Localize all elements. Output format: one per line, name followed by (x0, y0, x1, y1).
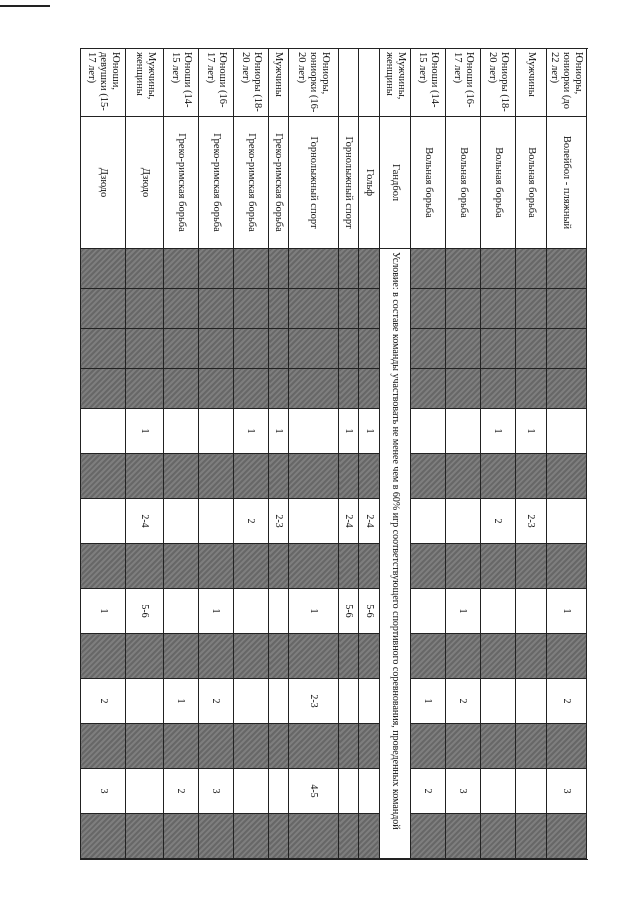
value-cell (81, 634, 126, 679)
value-cell (410, 289, 445, 329)
value-cell (445, 499, 480, 544)
value-cell (81, 409, 126, 454)
value-cell (410, 589, 445, 634)
sport-cell: Вольная борьба (480, 117, 515, 249)
value-cell: 5-6 (359, 589, 380, 634)
value-cell (198, 249, 233, 289)
value-cell (515, 589, 546, 634)
value-cell: 1 (410, 679, 445, 724)
value-cell (163, 454, 198, 499)
value-cell (198, 369, 233, 409)
value-cell (546, 499, 586, 544)
table-row (445, 49, 480, 859)
value-cell (126, 454, 163, 499)
value-cell (289, 369, 338, 409)
value-cell (126, 289, 163, 329)
value-cell (480, 634, 515, 679)
sport-cell: Гандбол (379, 117, 410, 249)
category-cell: Юноши (14-15 лет) (163, 49, 198, 117)
value-cell (163, 369, 198, 409)
value-cell (126, 814, 163, 859)
value-cell (338, 289, 359, 329)
value-cell: 1 (338, 409, 359, 454)
value-cell: 1 (163, 679, 198, 724)
value-cell (445, 634, 480, 679)
value-cell: 1 (289, 589, 338, 634)
value-cell (81, 249, 126, 289)
value-cell (289, 814, 338, 859)
value-cell (338, 454, 359, 499)
table-row (338, 49, 359, 859)
category-cell: Юноши, девушки (15-17 лет) (81, 49, 126, 117)
value-cell (81, 329, 126, 369)
value-cell (338, 724, 359, 769)
value-cell (480, 589, 515, 634)
value-cell (126, 724, 163, 769)
value-cell (233, 289, 268, 329)
value-cell (198, 409, 233, 454)
value-cell: 1 (359, 409, 380, 454)
sport-cell: Греко-римская борьба (268, 117, 289, 249)
value-cell (338, 544, 359, 589)
value-cell (410, 499, 445, 544)
value-cell (480, 769, 515, 814)
value-cell: 1 (233, 409, 268, 454)
value-cell (268, 289, 289, 329)
value-cell (163, 544, 198, 589)
value-cell (233, 679, 268, 724)
value-cell (163, 409, 198, 454)
sport-cell: Вольная борьба (445, 117, 480, 249)
value-cell (410, 724, 445, 769)
table-row (268, 49, 289, 859)
value-cell (81, 369, 126, 409)
value-cell (359, 634, 380, 679)
value-cell (289, 289, 338, 329)
sport-cell: Волейбол - пляжный (546, 117, 586, 249)
value-cell: 1 (445, 589, 480, 634)
table-row (233, 49, 268, 859)
sport-cell: Дзюдо (81, 117, 126, 249)
value-cell: 1 (546, 589, 586, 634)
table-row (515, 49, 546, 859)
value-cell (163, 329, 198, 369)
value-cell: 2 (233, 499, 268, 544)
value-cell: 2-4 (126, 499, 163, 544)
value-cell (289, 499, 338, 544)
category-cell (338, 49, 359, 117)
value-cell (445, 369, 480, 409)
value-cell (480, 454, 515, 499)
value-cell (515, 249, 546, 289)
value-cell (445, 724, 480, 769)
value-cell (546, 409, 586, 454)
value-cell (480, 369, 515, 409)
sport-cell: Вольная борьба (515, 117, 546, 249)
value-cell (480, 289, 515, 329)
value-cell (81, 724, 126, 769)
value-cell (410, 814, 445, 859)
value-cell (445, 454, 480, 499)
value-cell (126, 679, 163, 724)
value-cell (81, 454, 126, 499)
value-cell (480, 544, 515, 589)
value-cell (515, 369, 546, 409)
value-cell: 1 (268, 409, 289, 454)
category-cell: Мужчины (515, 49, 546, 117)
value-cell (480, 814, 515, 859)
value-cell: 3 (81, 769, 126, 814)
value-cell (515, 289, 546, 329)
category-cell: Юниоры, юниорки (до 22 лет) (546, 49, 586, 117)
value-cell (480, 249, 515, 289)
sport-cell: Дзюдо (126, 117, 163, 249)
value-cell (410, 329, 445, 369)
value-cell (515, 724, 546, 769)
value-cell: 5-6 (338, 589, 359, 634)
sport-cell: Гольф (359, 117, 380, 249)
value-cell (338, 634, 359, 679)
sport-cell: Горнолыжный спорт (338, 117, 359, 249)
category-cell: Юниоры (18-20 лет) (233, 49, 268, 117)
value-cell (359, 724, 380, 769)
value-cell (359, 679, 380, 724)
value-cell (480, 679, 515, 724)
value-cell: 2-3 (289, 679, 338, 724)
value-cell (268, 769, 289, 814)
value-cell (289, 454, 338, 499)
table-row (198, 49, 233, 859)
category-cell: Юноши (16-17 лет) (198, 49, 233, 117)
value-cell (338, 369, 359, 409)
category-cell: Мужчины, женщины (379, 49, 410, 117)
value-cell (410, 544, 445, 589)
value-cell (410, 369, 445, 409)
table-row (480, 49, 515, 859)
value-cell (480, 329, 515, 369)
table-row (359, 49, 380, 859)
value-cell (410, 454, 445, 499)
value-cell (81, 289, 126, 329)
value-cell (410, 409, 445, 454)
value-cell (359, 289, 380, 329)
value-cell (515, 679, 546, 724)
value-cell (198, 634, 233, 679)
value-cell (268, 249, 289, 289)
value-cell: 2 (163, 769, 198, 814)
value-cell (233, 589, 268, 634)
value-cell (198, 454, 233, 499)
value-cell (289, 409, 338, 454)
sport-cell: Вольная борьба (410, 117, 445, 249)
value-cell (198, 329, 233, 369)
value-cell (515, 814, 546, 859)
sport-cell: Греко-римская борьба (233, 117, 268, 249)
value-cell (546, 249, 586, 289)
value-cell (163, 499, 198, 544)
value-cell (515, 329, 546, 369)
value-cell (268, 369, 289, 409)
value-cell (546, 814, 586, 859)
value-cell: 1 (126, 409, 163, 454)
value-cell (126, 369, 163, 409)
value-cell (233, 329, 268, 369)
value-cell (268, 329, 289, 369)
value-cell (515, 544, 546, 589)
value-cell: 2 (81, 679, 126, 724)
value-cell (445, 329, 480, 369)
value-cell (445, 289, 480, 329)
value-cell (359, 544, 380, 589)
value-cell (359, 329, 380, 369)
value-cell (198, 544, 233, 589)
sport-cell: Греко-римская борьба (163, 117, 198, 249)
value-cell (198, 724, 233, 769)
ranking-table (80, 48, 587, 859)
value-cell: 3 (546, 769, 586, 814)
table-row (163, 49, 198, 859)
value-cell (163, 814, 198, 859)
sport-cell: Греко-римская борьба (198, 117, 233, 249)
value-cell (163, 724, 198, 769)
value-cell (268, 544, 289, 589)
value-cell (359, 769, 380, 814)
value-cell (233, 769, 268, 814)
value-cell (546, 454, 586, 499)
value-cell (338, 249, 359, 289)
value-cell (289, 544, 338, 589)
value-cell (445, 814, 480, 859)
category-cell: Мужчины, женщины (126, 49, 163, 117)
value-cell (359, 369, 380, 409)
value-cell (268, 679, 289, 724)
value-cell (546, 724, 586, 769)
value-cell: 2 (480, 499, 515, 544)
value-cell: 5-6 (126, 589, 163, 634)
value-cell (81, 499, 126, 544)
value-cell (546, 369, 586, 409)
value-cell: 2-3 (268, 499, 289, 544)
value-cell (81, 814, 126, 859)
value-cell: 2 (445, 679, 480, 724)
table-row (289, 49, 338, 859)
value-cell (126, 544, 163, 589)
note-cell: Условие: в составе команды участвовать не менее чем в 60% игр соответствующего спортивного соревнования, проведенных командой (379, 249, 410, 859)
value-cell (359, 454, 380, 499)
value-cell (515, 769, 546, 814)
value-cell (289, 634, 338, 679)
value-cell (268, 724, 289, 769)
top-left-line (0, 5, 50, 7)
value-cell (198, 289, 233, 329)
value-cell (359, 249, 380, 289)
value-cell (233, 634, 268, 679)
value-cell (268, 634, 289, 679)
category-cell: Юноши (14-15 лет) (410, 49, 445, 117)
value-cell: 2 (546, 679, 586, 724)
value-cell (163, 249, 198, 289)
value-cell: 2-3 (515, 499, 546, 544)
value-cell (126, 634, 163, 679)
value-cell (198, 499, 233, 544)
value-cell: 1 (480, 409, 515, 454)
value-cell (289, 249, 338, 289)
value-cell (233, 814, 268, 859)
category-cell: Мужчины (268, 49, 289, 117)
value-cell (359, 814, 380, 859)
table-row (126, 49, 163, 859)
sport-cell: Горнолыжный спорт (289, 117, 338, 249)
value-cell (268, 589, 289, 634)
value-cell (515, 634, 546, 679)
value-cell (546, 329, 586, 369)
table-row (410, 49, 445, 859)
value-cell (163, 634, 198, 679)
value-cell (338, 814, 359, 859)
value-cell (338, 329, 359, 369)
value-cell (480, 724, 515, 769)
value-cell (163, 289, 198, 329)
value-cell: 2 (410, 769, 445, 814)
rotated-table-container (80, 48, 587, 858)
value-cell: 3 (445, 769, 480, 814)
value-cell (198, 814, 233, 859)
value-cell (410, 249, 445, 289)
value-cell (126, 329, 163, 369)
value-cell: 2-4 (338, 499, 359, 544)
value-cell (546, 289, 586, 329)
value-cell: 1 (515, 409, 546, 454)
value-cell (126, 769, 163, 814)
value-cell (233, 544, 268, 589)
value-cell (233, 369, 268, 409)
value-cell (289, 724, 338, 769)
value-cell (515, 454, 546, 499)
value-cell: 4-5 (289, 769, 338, 814)
category-cell: Юноши (16-17 лет) (445, 49, 480, 117)
value-cell (410, 634, 445, 679)
value-cell (338, 679, 359, 724)
value-cell (163, 589, 198, 634)
value-cell (233, 454, 268, 499)
value-cell (268, 814, 289, 859)
value-cell (81, 544, 126, 589)
value-cell: 1 (81, 589, 126, 634)
value-cell (233, 249, 268, 289)
value-cell (445, 544, 480, 589)
value-cell (546, 544, 586, 589)
category-cell (359, 49, 380, 117)
value-cell (233, 724, 268, 769)
value-cell (338, 769, 359, 814)
table-row (81, 49, 126, 859)
value-cell (126, 249, 163, 289)
category-cell: Юниоры, юниорки (16-20 лет) (289, 49, 338, 117)
table-row (546, 49, 586, 859)
value-cell (268, 454, 289, 499)
value-cell (289, 329, 338, 369)
category-cell: Юниоры (18-20 лет) (480, 49, 515, 117)
table-row (379, 49, 410, 859)
value-cell (445, 409, 480, 454)
value-cell (445, 249, 480, 289)
value-cell: 1 (198, 589, 233, 634)
value-cell: 2 (198, 679, 233, 724)
value-cell: 3 (198, 769, 233, 814)
value-cell: 2-4 (359, 499, 380, 544)
value-cell (546, 634, 586, 679)
